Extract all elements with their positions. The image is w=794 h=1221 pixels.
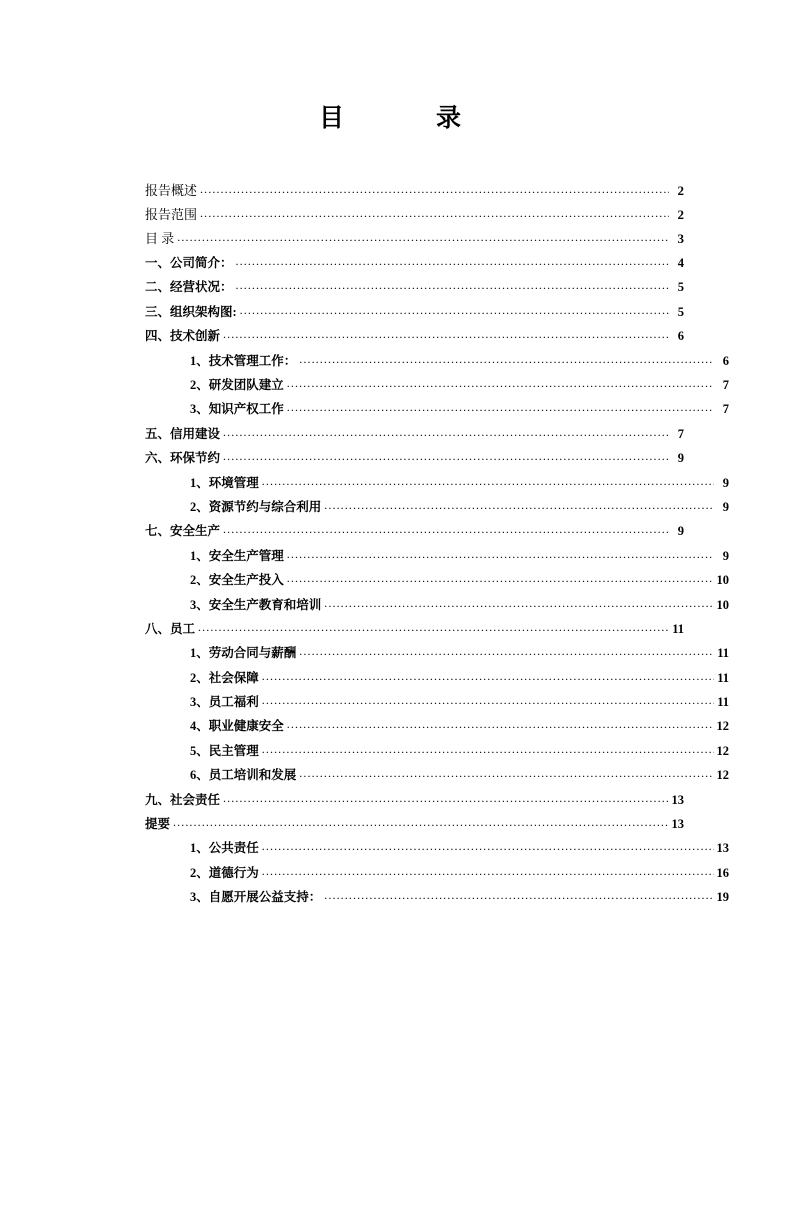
- toc-leader-dots: [262, 841, 714, 852]
- table-of-contents: [0, 184, 794, 904]
- toc-entry-label: 目 录: [145, 231, 175, 247]
- toc-entry[interactable]: [145, 695, 729, 709]
- toc-entry-page-number: 10: [716, 573, 729, 588]
- toc-entry-label: 2、资源节约与综合利用: [190, 499, 322, 514]
- toc-leader-dots: [262, 695, 714, 706]
- toc-entry-label: 2、研发团队建立: [190, 378, 284, 393]
- toc-leader-dots: [223, 329, 669, 340]
- toc-entry-page-number: 11: [717, 670, 729, 685]
- toc-entry[interactable]: [145, 256, 684, 270]
- toc-entry-label: 3、员工福利: [190, 695, 259, 710]
- toc-entry-page-number: 9: [722, 499, 729, 514]
- toc-entry-label: 2、安全生产投入: [190, 573, 284, 588]
- document-page: [0, 98, 794, 1221]
- toc-entry-page-number: 7: [722, 378, 729, 393]
- toc-entry-page-number: 16: [716, 865, 729, 880]
- toc-entry[interactable]: [145, 208, 684, 221]
- toc-entry-page-number: 10: [716, 597, 729, 612]
- toc-entry-page-number: 5: [677, 304, 684, 319]
- toc-leader-dots: [223, 792, 668, 803]
- toc-entry-page-number: 9: [677, 524, 684, 539]
- toc-entry[interactable]: [145, 329, 684, 343]
- toc-entry-page-number: 5: [677, 280, 684, 295]
- toc-entry-page-number: 7: [677, 426, 684, 441]
- toc-entry[interactable]: [145, 890, 729, 904]
- toc-entry-page-number: 11: [717, 695, 729, 710]
- toc-entry[interactable]: [145, 841, 729, 855]
- toc-entry-label: 报告概述: [145, 183, 198, 199]
- toc-leader-dots: [177, 232, 669, 243]
- toc-leader-dots: [262, 475, 714, 486]
- toc-entry-page-number: 2: [677, 207, 684, 223]
- toc-leader-dots: [223, 524, 669, 535]
- toc-entry[interactable]: [145, 353, 729, 367]
- toc-leader-dots: [324, 890, 713, 901]
- toc-entry-page-number: 6: [722, 353, 729, 368]
- toc-entry-label: 1、技术管理工作：: [190, 353, 297, 368]
- toc-entry[interactable]: [145, 646, 729, 660]
- toc-entry-page-number: 12: [716, 768, 729, 783]
- toc-entry-label: 二、经营状况：: [145, 280, 233, 295]
- toc-leader-dots: [262, 670, 714, 681]
- toc-entry[interactable]: [145, 792, 684, 806]
- toc-entry-label: 1、公共责任: [190, 841, 259, 856]
- toc-leader-dots: [240, 304, 669, 315]
- toc-entry-page-number: 9: [677, 451, 684, 466]
- toc-leader-dots: [287, 378, 714, 389]
- toc-entry-page-number: 12: [716, 719, 729, 734]
- toc-entry-page-number: 9: [722, 548, 729, 563]
- toc-entry[interactable]: [145, 475, 729, 489]
- toc-entry-page-number: 13: [671, 792, 684, 807]
- page-title: 目 录: [318, 105, 475, 132]
- toc-entry-page-number: 6: [677, 329, 684, 344]
- toc-leader-dots: [299, 353, 714, 364]
- toc-leader-dots: [299, 768, 713, 779]
- toc-entry-page-number: 4: [677, 256, 684, 271]
- toc-entry[interactable]: [145, 451, 684, 465]
- toc-entry[interactable]: [145, 184, 684, 197]
- toc-entry-page-number: 7: [722, 402, 729, 417]
- toc-leader-dots: [173, 817, 668, 828]
- toc-entry-label: 一、公司简介：: [145, 256, 233, 271]
- toc-entry-label: 六、环保节约: [145, 451, 221, 466]
- toc-entry-label: 1、安全生产管理: [190, 548, 284, 563]
- toc-leader-dots: [236, 256, 669, 267]
- toc-entry[interactable]: [145, 548, 729, 562]
- toc-entry-label: 九、社会责任: [145, 792, 221, 807]
- toc-entry[interactable]: [145, 597, 729, 611]
- toc-entry-label: 七、安全生产: [145, 524, 221, 539]
- toc-entry[interactable]: [145, 817, 684, 831]
- toc-leader-dots: [200, 184, 669, 195]
- toc-entry[interactable]: [145, 378, 729, 392]
- toc-entry-label: 报告范围: [145, 207, 198, 223]
- toc-entry-label: 三、组织架构图:: [145, 304, 237, 319]
- toc-leader-dots: [287, 573, 714, 584]
- toc-leader-dots: [287, 548, 714, 559]
- toc-entry-label: 提要: [145, 817, 171, 832]
- toc-leader-dots: [223, 451, 669, 462]
- toc-entry-label: 2、道德行为: [190, 865, 259, 880]
- toc-leader-dots: [287, 719, 714, 730]
- toc-entry-page-number: 2: [677, 183, 684, 199]
- toc-leader-dots: [324, 597, 713, 608]
- toc-entry-label: 四、技术创新: [145, 329, 221, 344]
- toc-leader-dots: [223, 426, 669, 437]
- toc-entry-page-number: 12: [716, 743, 729, 758]
- toc-entry-label: 五、信用建设: [145, 426, 221, 441]
- toc-leader-dots: [287, 402, 714, 413]
- toc-entry-page-number: 19: [716, 890, 729, 905]
- toc-leader-dots: [262, 743, 714, 754]
- toc-entry[interactable]: [145, 524, 684, 538]
- toc-entry[interactable]: [145, 573, 729, 587]
- toc-entry[interactable]: [145, 426, 684, 440]
- toc-entry[interactable]: [145, 232, 684, 245]
- toc-entry[interactable]: [145, 304, 684, 318]
- toc-leader-dots: [236, 280, 669, 291]
- toc-entry[interactable]: [145, 719, 729, 733]
- toc-entry-label: 1、环境管理: [190, 475, 259, 490]
- toc-entry[interactable]: [145, 865, 729, 879]
- toc-entry-page-number: 3: [677, 231, 684, 247]
- toc-entry-page-number: 9: [722, 475, 729, 490]
- toc-leader-dots: [324, 500, 714, 511]
- toc-entry[interactable]: [145, 280, 684, 294]
- toc-leader-dots: [198, 622, 669, 633]
- toc-entry[interactable]: [145, 743, 729, 757]
- toc-entry[interactable]: [145, 500, 729, 514]
- toc-entry-label: 八、员工: [145, 621, 196, 636]
- toc-entry-page-number: 13: [716, 841, 729, 856]
- toc-entry-page-number: 11: [672, 621, 684, 636]
- toc-entry-label: 4、职业健康安全: [190, 719, 284, 734]
- toc-entry-label: 6、员工培训和发展: [190, 768, 297, 783]
- toc-entry[interactable]: [145, 768, 729, 782]
- toc-entry-page-number: 13: [671, 817, 684, 832]
- toc-leader-dots: [299, 646, 714, 657]
- toc-entry-label: 2、社会保障: [190, 670, 259, 685]
- toc-entry-label: 1、劳动合同与薪酬: [190, 646, 297, 661]
- toc-entry-label: 5、民主管理: [190, 743, 259, 758]
- toc-entry-page-number: 11: [717, 646, 729, 661]
- toc-entry[interactable]: [145, 670, 729, 684]
- toc-entry-label: 3、自愿开展公益支持：: [190, 890, 322, 905]
- toc-leader-dots: [262, 865, 714, 876]
- toc-entry-label: 3、安全生产教育和培训: [190, 597, 322, 612]
- toc-entry[interactable]: [145, 622, 684, 636]
- toc-leader-dots: [200, 208, 669, 219]
- toc-entry[interactable]: [145, 402, 729, 416]
- toc-entry-label: 3、知识产权工作: [190, 402, 284, 417]
